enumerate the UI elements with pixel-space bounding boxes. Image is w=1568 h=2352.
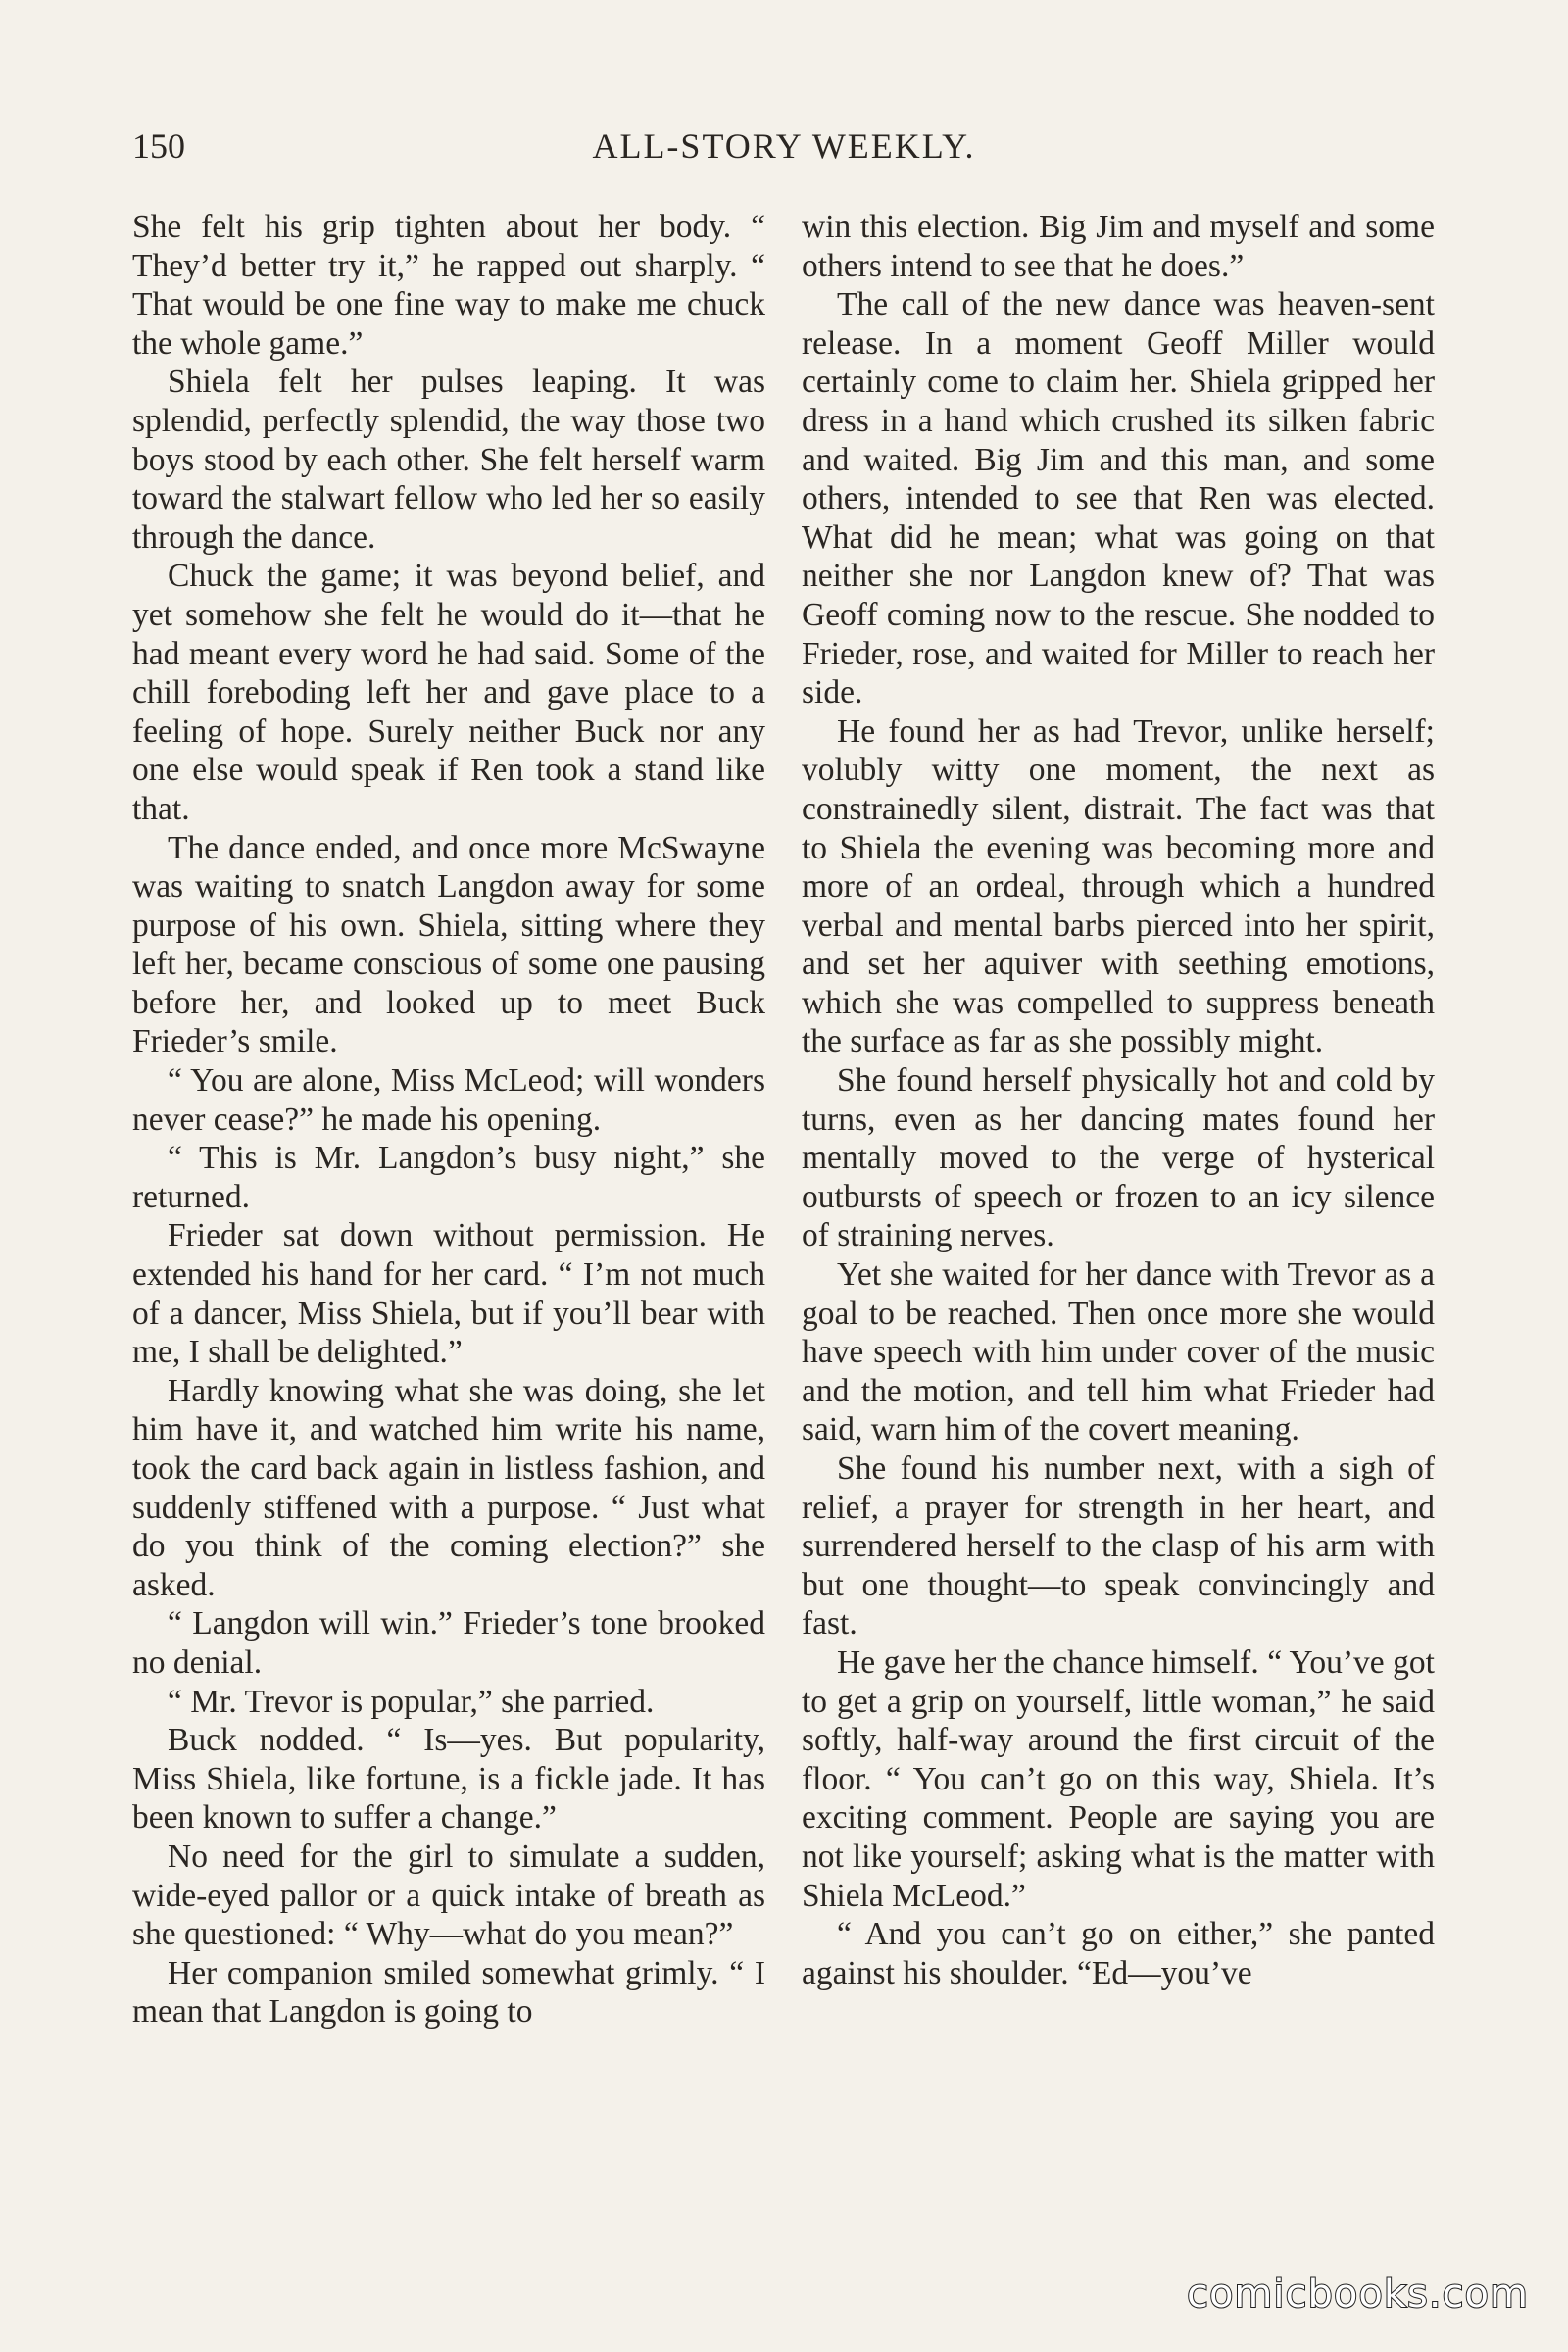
paragraph: She found herself physically hot and cold by turns, even as her dancing mates found her mentally moved to the verge of hysterical outbursts of speech or frozen to an icy silence of straining nerves. — [802, 1062, 1435, 1254]
paragraph: Chuck the game; it was beyond belief, and yet somehow she felt he would do it—that he had meant every word he had said. Some of the chill foreboding left her and gave place to a feeling of hope. Surely neither Buck nor any one else would speak if Ren took a stand like that. — [132, 558, 765, 827]
paragraph: No need for the girl to simulate a sudden, wide-eyed pallor or a quick intake of breath as she questioned: “ Why—what do you mean?” — [132, 1838, 765, 1953]
paragraph: “ Mr. Trevor is popular,” she parried. — [168, 1683, 655, 1720]
paragraph: Frieder sat down without permission. He extended his hand for her card. “ I’m not much of a dancer, Miss Shiela, but if you’ll bear with me, I shall be delighted.” — [132, 1217, 765, 1371]
paragraph: He found her as had Trevor, unlike herself; volubly witty one moment, the next as constrainedly silent, distrait. The fact was that to Shiela the evening was becoming more and more of an ordeal, through which a hundred verbal and mental barbs pierced into her spirit, and set her aquiver with seething emotions, which she was compelled to suppress beneath the surface as far as she possibly might. — [802, 712, 1435, 1060]
paragraph: Yet she waited for her dance with Trevor as a goal to be reached. Then once more she would have speech with him under cover of the music and the motion, and tell him what Frieder had said, warn him of the covert meaning. — [802, 1256, 1435, 1448]
paragraph: Shiela felt her pulses leaping. It was splendid, perfectly splendid, the way those two boys stood by each other. She felt herself warm toward the stalwart fellow who led her so easily through the dance. — [132, 364, 765, 556]
page-number: 150 — [132, 126, 185, 166]
paragraph: He gave her the chance himself. “ You’ve got to get a grip on yourself, little woman,” he said softly, half-way around the first circuit of the floor. “ You can’t go on this way, Shiela. It’s exciting comment. People are saying you are not like yourself; asking what is the matter with Shiela McLeod.” — [802, 1643, 1435, 1914]
right-column — [802, 208, 1435, 1992]
left-column — [132, 208, 765, 2032]
page-header — [132, 125, 1436, 180]
running-title: ALL-STORY WEEKLY. — [592, 126, 976, 166]
paragraph: The dance ended, and once more McSwayne was waiting to snatch Langdon away for some purpose of his own. Shiela, sitting where they left her, became conscious of some one pausing before her, and looked up to meet Buck Frieder’s smile. — [132, 829, 765, 1060]
paragraph: win this election. Big Jim and myself and some others intend to see that he does.” — [802, 209, 1435, 284]
paragraph: “ This is Mr. Langdon’s busy night,” she returned. — [132, 1140, 765, 1215]
paragraph: “ You are alone, Miss McLeod; will wonders never cease?” he made his opening. — [132, 1062, 765, 1138]
paragraph: “ And you can’t go on either,” she panted against his shoulder. “Ed—you’ve — [802, 1916, 1435, 1991]
paragraph: The call of the new dance was heaven-sent release. In a moment Geoff Miller would certainly come to claim her. Shiela gripped her dress in a hand which crushed its silken fabric and waited. Big Jim and this man, and some others, intended to see that Ren was elected. What did he mean; what was going on that neither she nor Langdon knew of? That was Geoff coming now to the rescue. She nodded to Frieder, rose, and waited for Miller to reach her side. — [802, 286, 1435, 711]
paragraph: “ Langdon will win.” Frieder’s tone brooked no denial. — [132, 1605, 765, 1681]
paragraph: Her companion smiled somewhat grimly. “ I mean that Langdon is going to — [132, 1954, 765, 2031]
watermark: comicbooks.com — [1186, 2272, 1529, 2317]
paragraph: Hardly knowing what she was doing, she let him have it, and watched him write his name, took the card back again in listless fashion, and suddenly stiffened with a purpose. “ Just what do you think of the coming election?” she asked. — [132, 1372, 765, 1603]
paragraph: She found his number next, with a sigh of relief, a prayer for strength in her heart, and surrendered herself to the clasp of his arm with but one thought—to speak convincingly and fast. — [802, 1450, 1435, 1642]
paragraph: She felt his grip tighten about her body. “ They’d better try it,” he rapped out sharply. “ That would be one fine way to make me chuck the whole game.” — [132, 209, 765, 362]
paragraph: Buck nodded. “ Is—yes. But popularity, Miss Shiela, like fortune, is a fickle jade. It has been known to suffer a change.” — [132, 1722, 765, 1837]
